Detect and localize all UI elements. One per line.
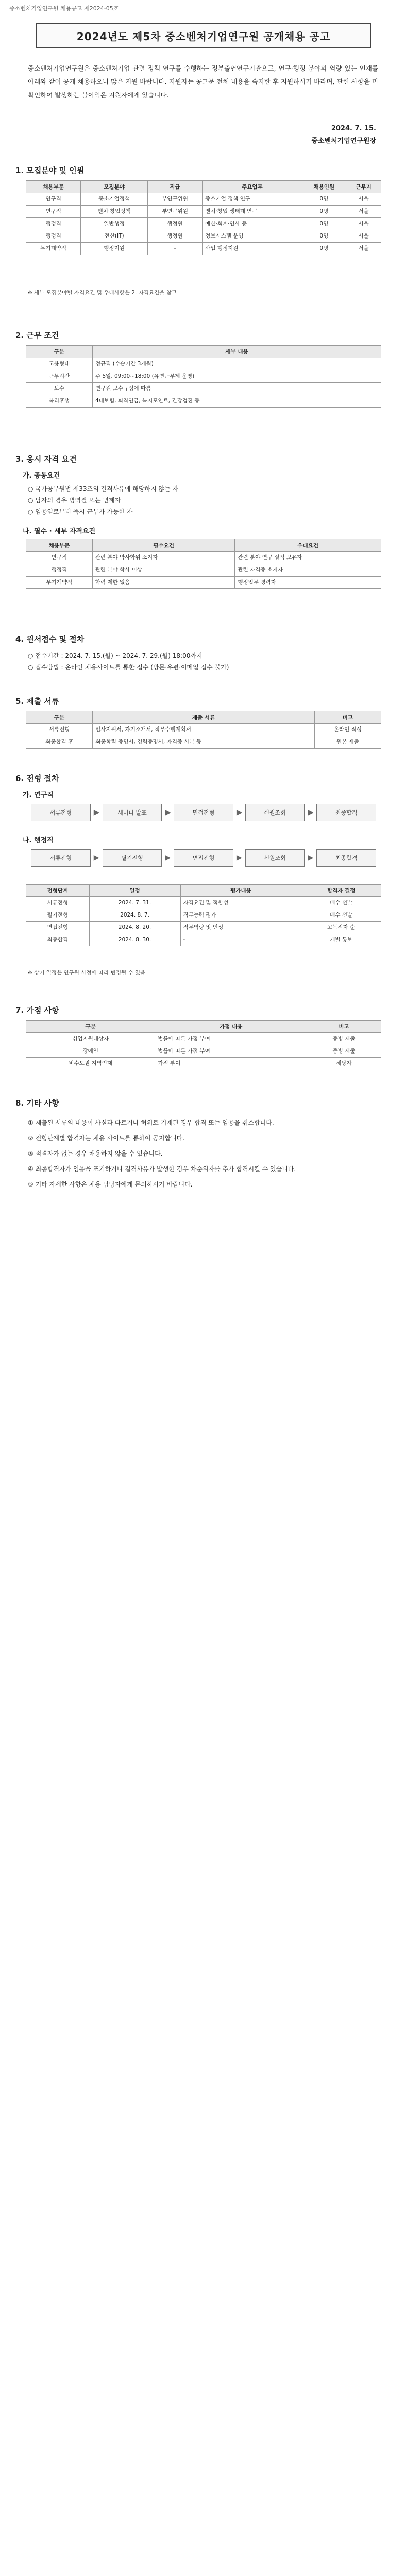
section-6-sub-1: 가. 연구직 (23, 791, 54, 799)
section-3-sub-2: 나. 필수 · 세부 자격요건 (23, 528, 96, 535)
table-row (26, 736, 381, 749)
table-cell: 온라인 작성 (314, 724, 381, 736)
table-cell: 보수 (26, 383, 93, 395)
section-2-title: 2. 근무 조건 (15, 331, 59, 340)
bonus-table (26, 1020, 381, 1070)
table-header: 구분 (26, 711, 93, 724)
table-header-row (26, 181, 381, 193)
table-cell: 관련 분야 학사 이상 (92, 564, 235, 577)
page-title: 2024년도 제5차 중소벤처기업연구원 공개채용 공고 (76, 30, 331, 43)
table-header: 제출 서류 (93, 711, 315, 724)
table-cell: 서울 (346, 218, 381, 230)
table-cell: 근무시간 (26, 370, 93, 383)
table-cell: 벤처·창업정책 (81, 206, 148, 218)
title-box (36, 23, 371, 48)
table-header: 채용부문 (26, 181, 81, 193)
section-5-title: 5. 제출 서류 (15, 697, 59, 706)
table-cell: 0명 (302, 230, 346, 243)
table-header-row (26, 1021, 381, 1033)
list-item: ① 제출된 서류의 내용이 사실과 다르거나 허위로 기재된 경우 합격 또는 임용을 취소합니다. (28, 1119, 274, 1126)
process-step: 서류전형 (31, 804, 91, 821)
table-cell: 벤처·창업 생태계 연구 (202, 206, 302, 218)
table-cell: 입사지원서, 자기소개서, 직무수행계획서 (93, 724, 315, 736)
table-cell: 서류전형 (26, 897, 90, 909)
table-cell: 행정지원 (81, 243, 148, 255)
table-row (26, 193, 381, 206)
table-header: 전형단계 (26, 885, 90, 897)
table-header: 비고 (307, 1021, 381, 1033)
table-cell: 필기전형 (26, 909, 90, 922)
table-cell: 일반행정 (81, 218, 148, 230)
requirements-table (26, 539, 381, 589)
organization-name: 중소벤처기업연구원장 (311, 137, 376, 145)
process-step: 신원조회 (245, 849, 305, 867)
table-row (26, 1045, 381, 1058)
list-item: ○ 국가공무원법 제33조의 결격사유에 해당하지 않는 자 (28, 485, 179, 493)
table-header: 모집분야 (81, 181, 148, 193)
table-header: 필수요건 (92, 539, 235, 552)
table-cell: 직무역량 및 인성 (180, 922, 301, 934)
table-row (26, 218, 381, 230)
list-item: ○ 접수방법 : 온라인 채용사이트를 통한 접수 (방문·우편·이메일 접수 불가) (28, 664, 229, 671)
admin-process-flow (31, 849, 376, 867)
table-cell: 관련 분야 연구 실적 보유자 (235, 552, 381, 564)
application-info (28, 650, 383, 673)
table-cell: 비수도권 지역인재 (26, 1058, 155, 1070)
process-step: 필기전형 (103, 849, 162, 867)
table-header: 일정 (89, 885, 180, 897)
table-row (26, 934, 381, 946)
table-cell: 연구직 (26, 552, 93, 564)
section-3-title: 3. 응시 자격 요건 (15, 454, 77, 464)
table-cell: 행정업무 경력자 (235, 577, 381, 589)
table-cell: 0명 (302, 218, 346, 230)
table-row (26, 243, 381, 255)
table-cell: 행정직 (26, 564, 93, 577)
list-item: ○ 접수기간 : 2024. 7. 15.(월) ~ 2024. 7. 29.(월) 18:00까지 (28, 652, 202, 659)
section-7-title: 7. 가점 사항 (15, 1006, 59, 1015)
list-item: ○ 남자의 경우 병역필 또는 면제자 (28, 497, 121, 504)
section-6-sub-2: 나. 행정직 (23, 837, 54, 844)
table-cell: 증빙 제출 (307, 1033, 381, 1045)
arrow-right-icon: ▶ (93, 808, 99, 817)
table-cell: 부연구위원 (147, 206, 202, 218)
table-cell: 직무능력 평가 (180, 909, 301, 922)
table-cell: 서울 (346, 230, 381, 243)
table-cell: 연구직 (26, 193, 81, 206)
announcement-date: 2024. 7. 15. (331, 125, 376, 132)
running-title: 중소벤처기업연구원 채용공고 제2024-05호 (9, 5, 119, 12)
table-cell: 복리후생 (26, 395, 93, 408)
table-cell: 원본 제출 (314, 736, 381, 749)
table-cell: 중소기업 정책 연구 (202, 193, 302, 206)
table-cell: 서울 (346, 206, 381, 218)
table-cell: 무기계약직 (26, 243, 81, 255)
table-row (26, 358, 381, 370)
table-cell: 행정원 (147, 230, 202, 243)
table-header-row (26, 346, 381, 358)
table-header: 우대요건 (235, 539, 381, 552)
table-header: 주요업무 (202, 181, 302, 193)
table-cell: 최종합격 (26, 934, 90, 946)
arrow-right-icon: ▶ (236, 808, 242, 817)
table-cell: 무기계약직 (26, 577, 93, 589)
section-4-title: 4. 원서접수 및 절차 (15, 635, 85, 644)
table-cell: 중소기업정책 (81, 193, 148, 206)
table-cell: 전산(IT) (81, 230, 148, 243)
table-cell: 정규직 (수습기간 3개월) (93, 358, 381, 370)
table-header: 합격자 결정 (301, 885, 381, 897)
table-cell: 면접전형 (26, 922, 90, 934)
table-header: 세부 내용 (93, 346, 381, 358)
table-header: 가점 내용 (155, 1021, 307, 1033)
table-row (26, 564, 381, 577)
table-cell: - (180, 934, 301, 946)
table-cell: 2024. 8. 30. (89, 934, 180, 946)
table-cell: 정보시스템 운영 (202, 230, 302, 243)
schedule-table (26, 884, 381, 946)
table-cell: 부연구위원 (147, 193, 202, 206)
table-cell: 법률에 따른 가점 부여 (155, 1045, 307, 1058)
table-cell: 4대보험, 퇴직연금, 복지포인트, 건강검진 등 (93, 395, 381, 408)
table-header: 직급 (147, 181, 202, 193)
misc-notes (28, 1115, 383, 1192)
table-row (26, 395, 381, 408)
table-cell: 법률에 따른 가점 부여 (155, 1033, 307, 1045)
table-row (26, 577, 381, 589)
table-header: 채용부문 (26, 539, 93, 552)
date-org-block (311, 123, 376, 147)
table-cell: 관련 분야 박사학위 소지자 (92, 552, 235, 564)
table-cell: 행정직 (26, 218, 81, 230)
section-6-note: ※ 상기 일정은 연구원 사정에 따라 변경될 수 있음 (28, 970, 146, 976)
table-cell: 주 5일, 09:00~18:00 (유연근무제 운영) (93, 370, 381, 383)
section-1-title: 1. 모집분야 및 인원 (15, 166, 85, 175)
table-cell: 0명 (302, 206, 346, 218)
list-item: ⑤ 기타 자세한 사항은 채용 담당자에게 문의하시기 바랍니다. (28, 1181, 193, 1188)
table-row (26, 922, 381, 934)
table-row (26, 909, 381, 922)
table-header: 구분 (26, 1021, 155, 1033)
table-cell: 학력 제한 없음 (92, 577, 235, 589)
recruitment-table (26, 180, 381, 255)
table-header: 평가내용 (180, 885, 301, 897)
table-cell: 자격요건 및 적합성 (180, 897, 301, 909)
table-row (26, 383, 381, 395)
process-step: 신원조회 (245, 804, 305, 821)
table-cell: 2024. 8. 20. (89, 922, 180, 934)
table-row (26, 370, 381, 383)
work-conditions-table (26, 345, 381, 408)
list-item: ② 전형단계별 합격자는 채용 사이트를 통하여 공지합니다. (28, 1134, 185, 1142)
table-cell: 연구직 (26, 206, 81, 218)
intro-paragraph: 중소벤처기업연구원은 중소벤처기업 관련 정책 연구를 수행하는 정부출연연구기관으로, 연구·행정 분야의 역량 있는 인재를 아래와 같이 공개 채용하오니 많은 지원 바랍니다. 지원자는 공고문 전체 내용을 숙지한 후 지원하시기 바라며, 관련 사항을 미확인하여 발생하는 불이익은 지원자에게 있습니다. (28, 64, 378, 99)
list-item: ○ 임용일로부터 즉시 근무가 가능한 자 (28, 508, 133, 515)
table-cell: 서울 (346, 193, 381, 206)
table-row (26, 552, 381, 564)
table-cell: 행정직 (26, 230, 81, 243)
table-cell: 사업 행정지원 (202, 243, 302, 255)
section-6-title: 6. 전형 절차 (15, 774, 59, 783)
arrow-right-icon: ▶ (165, 808, 171, 817)
table-header-row (26, 539, 381, 552)
table-cell: 배수 선발 (301, 897, 381, 909)
table-cell: 0명 (302, 193, 346, 206)
table-cell: 고득점자 순 (301, 922, 381, 934)
table-cell: 서울 (346, 243, 381, 255)
table-header: 구분 (26, 346, 93, 358)
table-cell: 최종합격 후 (26, 736, 93, 749)
arrow-right-icon: ▶ (93, 854, 99, 862)
table-header-row (26, 711, 381, 724)
table-row (26, 230, 381, 243)
table-header: 채용인원 (302, 181, 346, 193)
table-cell: 행정원 (147, 218, 202, 230)
table-cell: 0명 (302, 243, 346, 255)
section-8-title: 8. 기타 사항 (15, 1098, 59, 1108)
research-process-flow (31, 804, 376, 821)
table-row (26, 897, 381, 909)
documents-table (26, 711, 381, 749)
table-header: 근무지 (346, 181, 381, 193)
table-cell: 2024. 8. 7. (89, 909, 180, 922)
table-cell: 관련 자격증 소지자 (235, 564, 381, 577)
process-step: 최종합격 (316, 849, 376, 867)
table-cell: 배수 선발 (301, 909, 381, 922)
process-step: 서류전형 (31, 849, 91, 867)
list-item: ④ 최종합격자가 임용을 포기하거나 결격사유가 발생한 경우 차순위자를 추가 합격시킬 수 있습니다. (28, 1165, 296, 1173)
process-step: 최종합격 (316, 804, 376, 821)
table-cell: 2024. 7. 31. (89, 897, 180, 909)
arrow-right-icon: ▶ (308, 854, 314, 862)
list-item: ③ 적격자가 없는 경우 채용하지 않을 수 있습니다. (28, 1150, 163, 1157)
table-header: 비고 (314, 711, 381, 724)
table-cell: 개별 통보 (301, 934, 381, 946)
table-cell: 해당자 (307, 1058, 381, 1070)
arrow-right-icon: ▶ (165, 854, 171, 862)
table-cell: 서류전형 (26, 724, 93, 736)
section-3-sub-1: 가. 공통요건 (23, 472, 60, 480)
arrow-right-icon: ▶ (308, 808, 314, 817)
table-cell: 최종학력 증명서, 경력증명서, 자격증 사본 등 (93, 736, 315, 749)
process-step: 면접전형 (174, 849, 233, 867)
table-cell: 연구원 보수규정에 따름 (93, 383, 381, 395)
table-cell: 장애인 (26, 1045, 155, 1058)
section-1-note: ※ 세부 모집분야별 자격요건 및 우대사항은 2. 자격요건을 참고 (28, 290, 177, 296)
arrow-right-icon: ▶ (236, 854, 242, 862)
table-header-row (26, 885, 381, 897)
table-row (26, 724, 381, 736)
table-cell: 취업지원대상자 (26, 1033, 155, 1045)
table-row (26, 1033, 381, 1045)
common-requirements (28, 483, 383, 517)
process-step: 면접전형 (174, 804, 233, 821)
table-row (26, 206, 381, 218)
table-cell: - (147, 243, 202, 255)
table-cell: 예산·회계·인사 등 (202, 218, 302, 230)
table-row (26, 1058, 381, 1070)
process-step: 세미나 발표 (103, 804, 162, 821)
table-cell: 가점 부여 (155, 1058, 307, 1070)
table-cell: 고용형태 (26, 358, 93, 370)
table-cell: 증빙 제출 (307, 1045, 381, 1058)
